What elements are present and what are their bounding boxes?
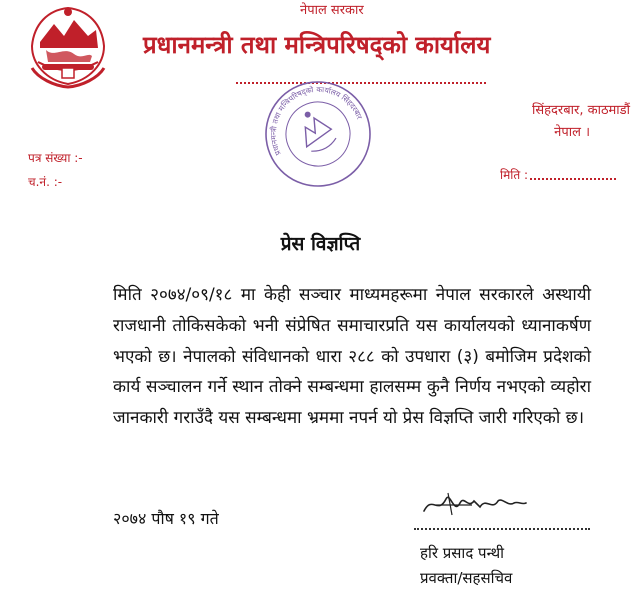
issue-date: २०७४ पौष १९ गते <box>113 509 219 528</box>
government-name: नेपाल सरकार <box>300 3 364 18</box>
notice-paragraph: मिति २०७४/०९/१८ मा केही सञ्चार माध्यमहरूमा नेपाल सरकारले अस्थायी राजधानी तोकिसकेको भनी संप्रेषित समाचारप्रति यस कार्यालयको ध्यानाकर्षण भएको छ। नेपालको संविधानको धारा २८८ को उपधारा (३) बमोजिम प्रदेशको कार्य सञ्चालन गर्ने स्थान तोक्ने सम्बन्धमा हालसम्म कुनै निर्णय नभएको व्यहोरा जानकारी गराउँदै यस सम्बन्धमा भ्रममा नपर्न यो प्रेस विज्ञप्ति जारी गरिएको छ। <box>113 285 591 429</box>
office-title: प्रधानमन्त्री तथा मन्त्रिपरिषद्को कार्यालय <box>143 31 491 59</box>
address-line-1: सिंहदरबार, काठमाडौं <box>531 103 630 118</box>
office-address <box>490 100 630 144</box>
press-release-title: प्रेस विज्ञप्ति <box>280 233 361 255</box>
dispatch-number-label: च.नं. :- <box>28 175 63 189</box>
seal-text: प्रधानमन्त्री तथा मन्त्रिपरिषद्को कार्यालय सिंहदरबार <box>268 84 365 157</box>
notice-body <box>113 280 591 434</box>
reference-number-label: पत्र संख्या :- <box>28 151 83 165</box>
signatory-name: हरि प्रसाद पन्थी <box>420 544 505 562</box>
signature-dotted-line <box>414 528 590 530</box>
date-label: मिति : <box>500 168 529 182</box>
handwritten-signature <box>418 485 538 523</box>
signatory-title: प्रवक्ता/सहसचिव <box>420 569 513 587</box>
nepal-emblem-icon <box>18 2 118 90</box>
office-seal-stamp <box>262 78 374 190</box>
address-line-2: नेपाल । <box>554 125 590 140</box>
date-dotted-line <box>530 178 616 180</box>
